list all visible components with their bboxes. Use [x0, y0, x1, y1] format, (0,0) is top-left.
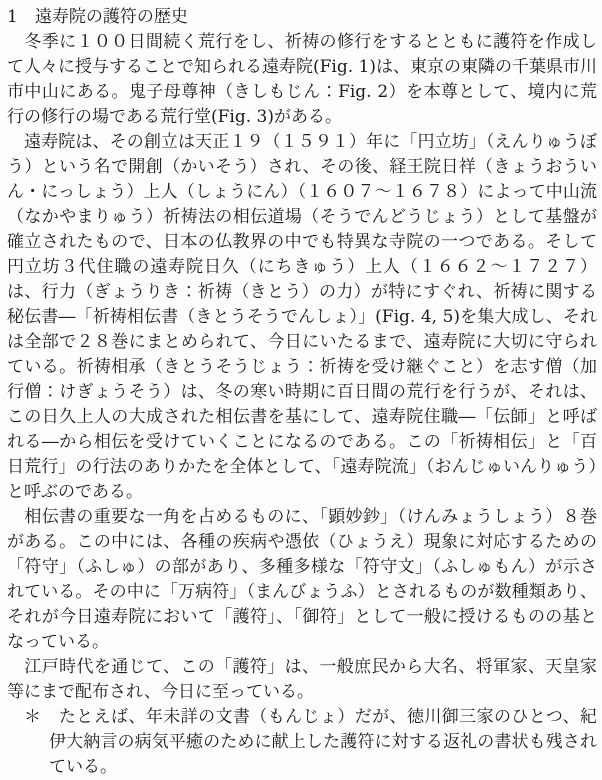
paragraph: 江戸時代を通じて、この「護符」は、一般庶民から大名、将軍家、天皇家等にまで配布され、今日に至っている。	[7, 657, 597, 702]
section-heading: 1 遠寿院の護符の歴史	[7, 7, 188, 27]
paragraph: 遠寿院は、その創立は天正１９（１５９１）年に「円立坊」（えんりゅうぼう）という名で開創（かいそう）され、その後、経王院日祥（きょうおういん・にっしょう）上人（しょうにん）（１６０７～１６７８）によって中山流（なかやまりゅう）祈祷法の相伝道場（そうでんどうじょう）として基盤が確立されたもので、日本の仏教界の中でも特異な寺院の一つである。そして円立坊３代住職の遠寿院日久（にちきゅう）上人（１６６２～１７２７）は、行力（ぎょうりき：祈祷（きとう）の力）が特にすぐれ、祈祷に関する秘伝書―「祈祷相伝書（きとうそうでんしょ）」(Fig. 4, 5)を集大成し、それは全部で２８巻にまとめられて、今日にいたるまで、遠寿院に大切に守られている。祈祷相承（きとうそうじょう：祈祷を受け継ぐこと）を志す僧（加行僧：けぎょうそう）は、冬の寒い時期に百日間の荒行を行うが、それは、この日久上人の大成された相伝書を基にして、遠寿院住職―「伝師」と呼ばれる―から相伝を受けていくことになるのである。この「祈祷相伝」と「百日荒行」の行法のありかたを全体として、「遠寿院流」（おんじゅいんりゅう）と呼ぶのである。	[7, 132, 597, 502]
paragraph: 冬季に１００日間続く荒行をし、祈祷の修行をするとともに護符を作成して人々に授与することで知られる遠寿院(Fig. 1)は、東京の東隣の千葉県市川市中山にある。鬼子母尊神（きしもじん：Fig. 2）を本尊として、境内に荒行の修行の場である荒行堂(Fig. 3)がある。	[7, 32, 598, 127]
footnote: ＊ たとえば、年未詳の文書（もんじょ）だが、徳川御三家のひとつ、紀伊大納言の病気平癒のために献上した護符に対する返礼の書状も残されている。	[24, 707, 597, 777]
paragraph: 相伝書の重要な一角を占めるものに、「顕妙鈔」（けんみょうしょう）８巻がある。この中には、各種の疾病や憑依（ひょうえ）現象に対応するための「符守」（ふしゅ）の部があり、多種多様な「符守文」（ふしゅもん）が示されている。その中に「万病符」（まんびょうふ）とされるものが数種類あり、それが今日遠寿院において「護符」、「御符」として一般に授けるものの基となっている。	[7, 507, 597, 652]
paragraphs-container	[7, 30, 597, 705]
